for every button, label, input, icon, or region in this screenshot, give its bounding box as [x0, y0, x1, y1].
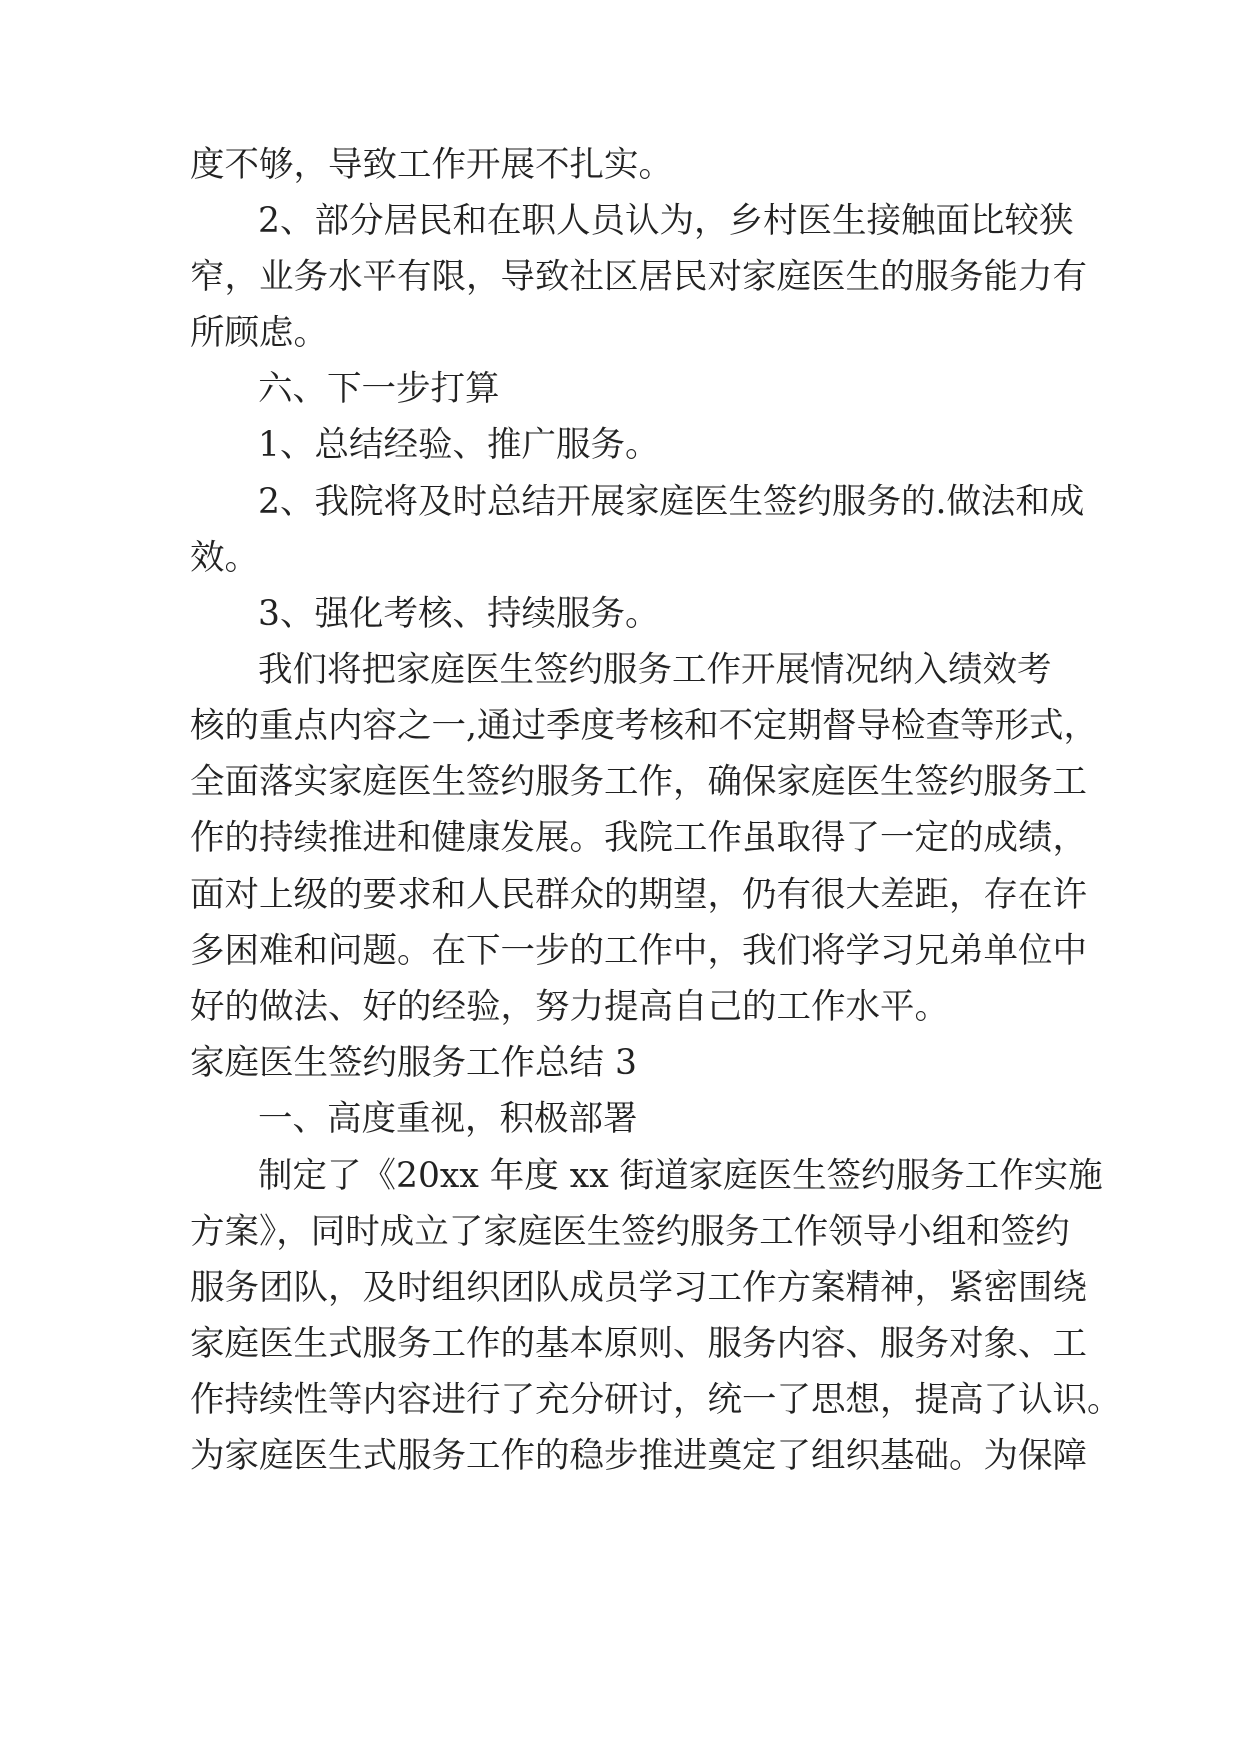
paragraph-line: 为家庭医生式服务工作的稳步推进奠定了组织基础。为保障: [190, 1436, 1087, 1476]
paragraph-line: 核的重点内容之一,通过季度考核和不定期督导检查等形式，: [190, 706, 1098, 746]
paragraph-line: 我们将把家庭医生签约服务工作开展情况纳入绩效考: [258, 650, 1052, 690]
paragraph-line: 面对上级的要求和人民群众的期望，仍有很大差距，存在许: [190, 875, 1087, 915]
paragraph-line: 3、强化考核、持续服务。: [258, 594, 660, 634]
paragraph-line: 家庭医生式服务工作的基本原则、服务内容、服务对象、工: [190, 1324, 1087, 1364]
paragraph-line: 效。: [190, 538, 259, 578]
document-title: 家庭医生签约服务工作总结 3: [190, 1043, 637, 1083]
section-heading: 一、高度重视，积极部署: [258, 1099, 638, 1139]
paragraph-line: 作的持续推进和健康发展。我院工作虽取得了一定的成绩，: [190, 818, 1087, 858]
paragraph-line: 方案》，同时成立了家庭医生签约服务工作领导小组和签约: [190, 1212, 1070, 1252]
paragraph-line: 2、我院将及时总结开展家庭医生签约服务的.做法和成: [258, 482, 1085, 522]
paragraph-line: 作持续性等内容进行了充分研讨，统一了思想，提高了认识。: [190, 1380, 1122, 1420]
paragraph-line: 2、部分居民和在职人员认为，乡村医生接触面比较狭: [258, 201, 1074, 241]
paragraph-line: 度不够，导致工作开展不扎实。: [190, 145, 673, 185]
paragraph-line: 窄，业务水平有限，导致社区居民对家庭医生的服务能力有: [190, 257, 1087, 297]
paragraph-line: 制定了《20xx 年度 xx 街道家庭医生签约服务工作实施: [258, 1156, 1103, 1196]
paragraph-line: 所顾虑。: [190, 313, 328, 353]
paragraph-line: 1、总结经验、推广服务。: [258, 425, 660, 465]
section-heading: 六、下一步打算: [258, 369, 500, 409]
paragraph-line: 服务团队，及时组织团队成员学习工作方案精神，紧密围绕: [190, 1268, 1087, 1308]
paragraph-line: 好的做法、好的经验，努力提高自己的工作水平。: [190, 987, 949, 1027]
paragraph-line: 多困难和问题。在下一步的工作中，我们将学习兄弟单位中: [190, 931, 1087, 971]
paragraph-line: 全面落实家庭医生签约服务工作，确保家庭医生签约服务工: [190, 762, 1087, 802]
